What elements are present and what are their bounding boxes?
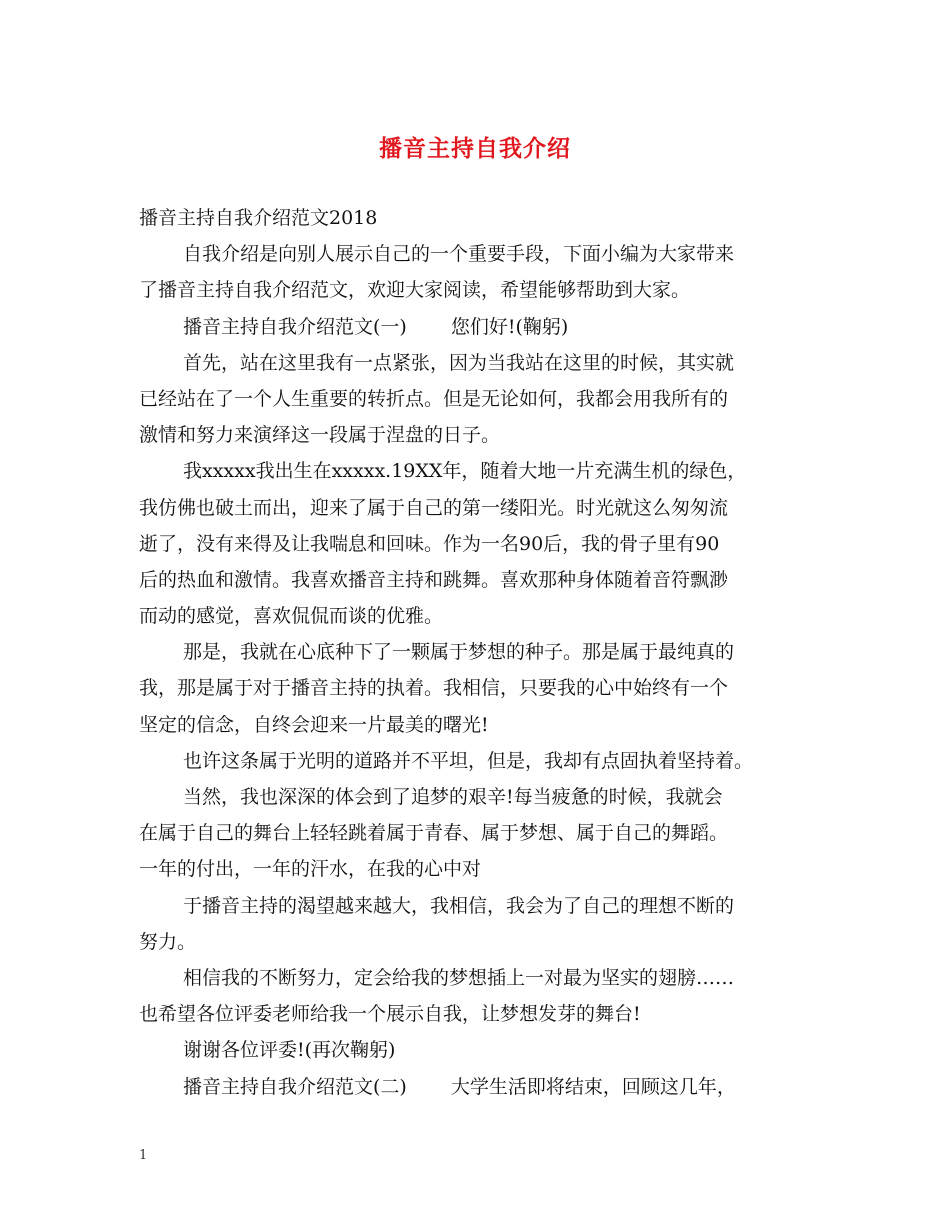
paragraph-line: 坚定的信念，自终会迎来一片最美的曙光! [139, 713, 489, 736]
paragraph-line: 于播音主持的渴望越来越大，我相信，我会为了自己的理想不断的 [183, 894, 735, 917]
paragraph-line: 逝了，没有来得及让我喘息和回味。作为一名90后，我的骨子里有90 [139, 532, 720, 555]
paragraph-line: 首先，站在这里我有一点紧张，因为当我站在这里的时候，其实就 [183, 351, 735, 374]
paragraph-line: 谢谢各位评委!(再次鞠躬) [183, 1039, 396, 1062]
paragraph-line: 我仿佛也破土而出，迎来了属于自己的第一缕阳光。时光就这么匆匆流 [139, 496, 729, 519]
paragraph-line: 相信我的不断努力，定会给我的梦想插上一对最为坚实的翅膀…… [183, 966, 735, 989]
paragraph-line: 我，那是属于对于播音主持的执着。我相信，只要我的心中始终有一个 [139, 677, 729, 700]
paragraph-line: 努力。 [139, 930, 197, 953]
paragraph-line: 那是，我就在心底种下了一颗属于梦想的种子。那是属于最纯真的 [183, 641, 735, 664]
paragraph-line: 后的热血和激情。我喜欢播音主持和跳舞。喜欢那种身体随着音符飘渺 [139, 568, 729, 591]
document-body [139, 200, 819, 1105]
section-heading-line: 播音主持自我介绍范文(一) 您们好!(鞠躬) [183, 315, 569, 338]
paragraph-line: 当然，我也深深的体会到了追梦的艰辛!每当疲惫的时候，我就会 [183, 786, 723, 808]
paragraph-line: 我xxxxx我出生在xxxxx.19XX年，随着大地一片充满生机的绿色， [183, 460, 747, 483]
paragraph-line: 了播音主持自我介绍范文，欢迎大家阅读，希望能够帮助到大家。 [139, 279, 691, 302]
paragraph-line: 自我介绍是向别人展示自己的一个重要手段，下面小编为大家带来 [183, 243, 735, 266]
paragraph-line: 也希望各位评委老师给我一个展示自我，让梦想发芽的舞台! [139, 1003, 641, 1026]
subtitle-line: 播音主持自我介绍范文2018 [139, 207, 378, 229]
document-title: 播音主持自我介绍 [379, 135, 571, 162]
paragraph-line: 而动的感觉，喜欢侃侃而谈的优雅。 [139, 605, 444, 628]
paragraph-line: 在属于自己的舞台上轻轻跳着属于青春、属于梦想、属于自己的舞蹈。 [139, 822, 729, 845]
paragraph-line: 也许这条属于光明的道路并不平坦，但是，我却有点固执着坚持着。 [183, 749, 754, 772]
paragraph-line: 已经站在了一个人生重要的转折点。但是无论如何，我都会用我所有的 [139, 387, 729, 410]
paragraph-line: 激情和努力来演绎这一段属于涅盘的日子。 [139, 424, 501, 447]
paragraph-line: 一年的付出，一年的汗水，在我的心中对 [139, 858, 482, 881]
section-heading-line: 播音主持自我介绍范文(二) 大学生活即将结束，回顾这几年， [183, 1075, 736, 1098]
page-number: 1 [139, 1148, 148, 1163]
